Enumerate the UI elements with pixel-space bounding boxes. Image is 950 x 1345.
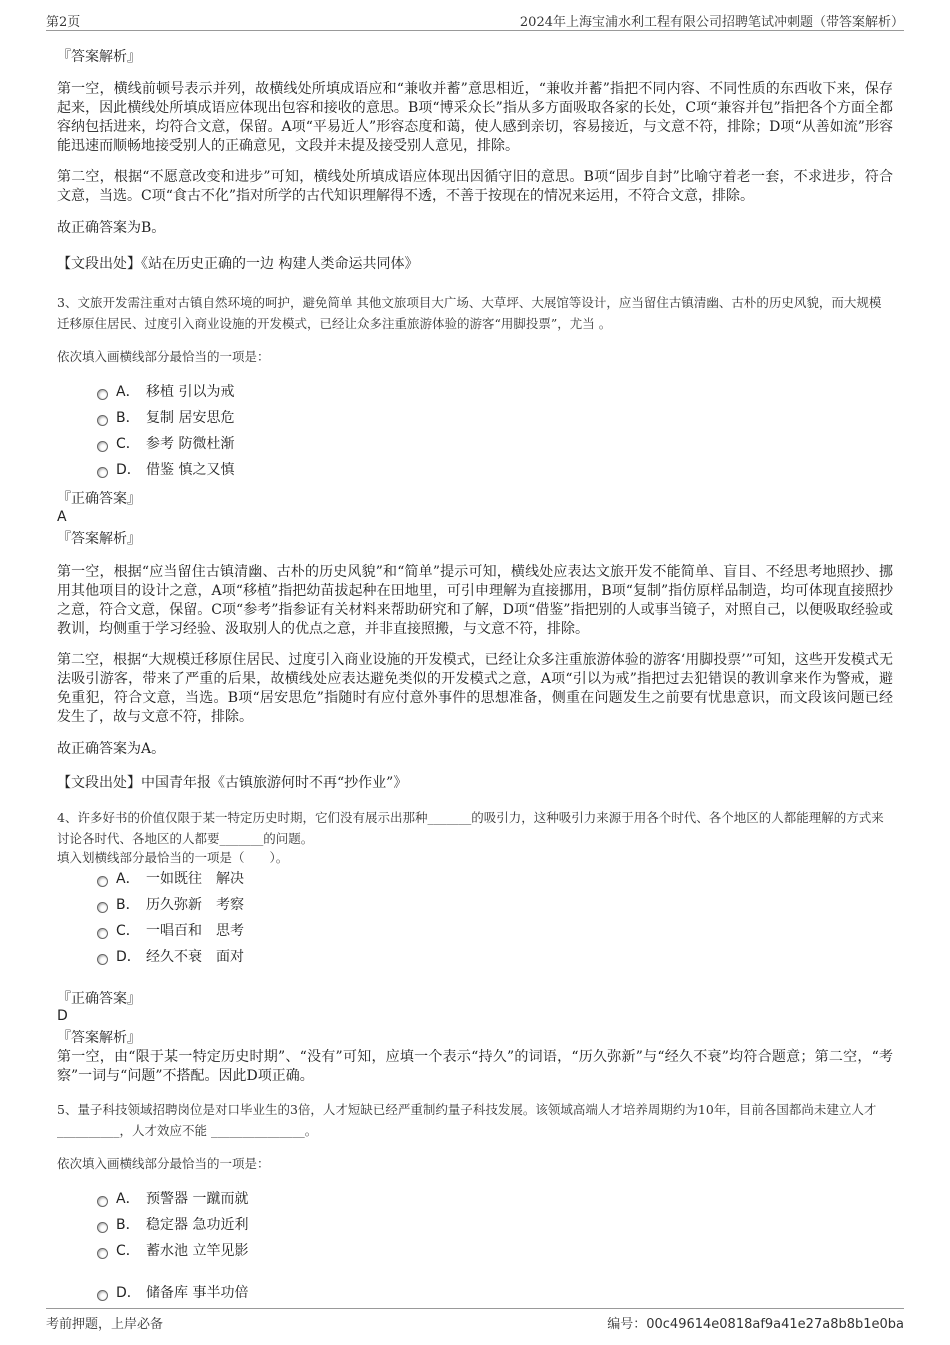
- q3-conclusion-wrap: [57, 740, 893, 759]
- q4-option-c[interactable]: [97, 921, 244, 941]
- q4-answer: D: [57, 1008, 68, 1024]
- radio-icon[interactable]: [97, 389, 108, 400]
- option-letter: A．: [116, 1191, 140, 1207]
- option-text: 参考 防微杜渐: [146, 436, 235, 452]
- q4-analysis-p1: 第一空，由“限于某一特定历史时期”、“没有”可知，应填一个表示“持久”的词语，“历久弥新”与“经久不衰”均符合题意；第二空，“考察”一词与“问题”不搭配。因此D项正确。: [57, 1049, 893, 1084]
- option-text: 复制 居安思危: [146, 410, 235, 426]
- option-text: 稳定器 急功近利: [146, 1217, 249, 1233]
- q5-option-a[interactable]: [97, 1189, 248, 1209]
- option-text: 经久不衰 面对: [146, 949, 244, 965]
- q4-correct-tag: 『正确答案』: [57, 991, 141, 1007]
- q3-analysis-p2: 第二空，根据“大规模迁移原住居民、过度引入商业设施的开发模式，已经让众多注重旅游体验的游客‘用脚投票’”可知，这些开发模式无法吸引游客，带来了严重的后果，故横线处应表达避免类似的开发模式之意，A项“引以为戒”指把过去犯错误的教训拿来作为警戒，避免重犯，符合文意，当选。B项“居安思危”指随时有应付意外事件的思想准备，侧重在问题发生之前要有忧患意识，而文段该问题已经发生了，故与文意不符，排除。: [57, 652, 893, 725]
- q3-source-wrap: [57, 774, 893, 793]
- option-text: 储备库 事半功倍: [146, 1285, 249, 1301]
- radio-icon[interactable]: [97, 1222, 108, 1233]
- radio-icon[interactable]: [97, 954, 108, 965]
- q5-prompt: 依次填入画横线部分最恰当的一项是：: [57, 1156, 270, 1171]
- option-letter: D．: [116, 949, 141, 965]
- option-text: 历久弥新 考察: [146, 897, 244, 913]
- q3-option-b[interactable]: [97, 408, 234, 428]
- q4-option-a[interactable]: [97, 869, 244, 889]
- q4-option-d[interactable]: [97, 947, 244, 967]
- q2-analysis-tag: 『答案解析』: [57, 49, 141, 65]
- q2-conclusion-wrap: [57, 219, 893, 238]
- q4-option-b[interactable]: [97, 895, 244, 915]
- q3-prompt-wrap: [57, 346, 893, 367]
- q3-analysis-p1: 第一空，根据“应当留住古镇清幽、古朴的历史风貌”和“简单”提示可知，横线处应表达文旅开发不能简单、盲目、不经思考地照抄、挪用其他项目的设计之意，A项“移植”指把幼苗拔起种在田地里，可引申理解为直接挪用，B项“复制”指仿原样品制造，均可体现直接照抄之意，符合文意，保留。C项“参考”指参证有关材料来帮助研究和了解，D项“借鉴”指把别的人或事当镜子，对照自己，以便吸取经验或教训，均侧重于学习经验、汲取别人的优点之意，并非直接照搬，与文意不符，排除。: [57, 564, 893, 637]
- q4-prompt: 填入划横线部分最恰当的一项是（ ）。: [57, 850, 289, 865]
- q3-correct-tag: 『正确答案』: [57, 491, 141, 507]
- q3-stem: 3、文旅开发需注重对古镇自然环境的呵护，避免简单 其他文旅项目大广场、大草坪、大展馆等设计，应当留住古镇清幽、古朴的历史风貌，而大规模迁移原住居民、过度引入商业设施的开发模式，已经让众多注重旅游体验的游客“用脚投票”，尤当 。: [57, 295, 882, 331]
- footer-id: [607, 1313, 904, 1332]
- q2-analysis-2: [57, 168, 893, 206]
- q4-stem-wrap: [57, 807, 893, 849]
- q3-option-d[interactable]: [97, 460, 234, 480]
- page-header: [46, 8, 904, 31]
- q5-option-c[interactable]: [97, 1241, 248, 1261]
- option-text: 移植 引以为戒: [146, 384, 235, 400]
- q5-stem: 5、量子科技领域招聘岗位是对口毕业生的3倍，人才短缺已经严重制约量子科技发展。该领域高端人才培养周期约为10年，目前各国都尚未建立人才 __________，人才效应不能 _______________。: [57, 1102, 877, 1138]
- footer-id-label: 编号：: [607, 1317, 647, 1332]
- q5-prompt-wrap: [57, 1153, 893, 1174]
- option-letter: B．: [116, 1217, 140, 1233]
- option-letter: B．: [116, 410, 140, 426]
- option-letter: D．: [116, 1285, 141, 1301]
- radio-icon[interactable]: [97, 902, 108, 913]
- option-letter: C．: [116, 1243, 140, 1259]
- footer-slogan: 考前押题，上岸必备: [46, 1317, 164, 1332]
- q5-option-b[interactable]: [97, 1215, 248, 1235]
- radio-icon[interactable]: [97, 467, 108, 478]
- option-text: 蓄水池 立竿见影: [146, 1243, 249, 1259]
- option-letter: A．: [116, 871, 140, 887]
- page-footer: [46, 1308, 904, 1331]
- radio-icon[interactable]: [97, 876, 108, 887]
- page-number: 第2页: [46, 15, 81, 30]
- q3-analysis-tag: 『答案解析』: [57, 531, 141, 547]
- q2-analysis-p1: 第一空，横线前顿号表示并列，故横线处所填成语应和“兼收并蓄”意思相近，“兼收并蓄”指把不同内容、不同性质的东西收下来，保存起来，因此横线处所填成语应体现出包容和接收的意思。B项“博采众长”指从多方面吸取各家的长处，C项“兼容并包”指把各个方面全都容纳包括进来，均符合文意，保留。A项“平易近人”形容态度和蔼，使人感到亲切，容易接近，与文意不符，排除；D项“从善如流”形容能迅速而顺畅地接受别人的正确意见，文段并未提及接受别人意见，排除。: [57, 81, 893, 154]
- q3-answer: A: [57, 509, 67, 525]
- q3-prompt: 依次填入画横线部分最恰当的一项是：: [57, 349, 270, 364]
- radio-icon[interactable]: [97, 1196, 108, 1207]
- option-text: 一如既往 解决: [146, 871, 244, 887]
- q3-analysis-1: [57, 563, 893, 639]
- radio-icon[interactable]: [97, 415, 108, 426]
- option-letter: C．: [116, 923, 140, 939]
- q4-stem: 4、许多好书的价值仅限于某一特定历史时期，它们没有展示出那种_______的吸引力，这种吸引力来源于用各个时代、各个地区的人都能理解的方式来讨论各时代、各地区的人都要_______的问题。: [57, 810, 884, 846]
- q2-analysis: [57, 80, 893, 156]
- q4-analysis-1: [57, 1048, 893, 1086]
- q3-analysis-2: [57, 651, 893, 727]
- q3-option-c[interactable]: [97, 434, 234, 454]
- option-letter: B．: [116, 897, 140, 913]
- q2-source-wrap: [57, 255, 893, 274]
- option-letter: C．: [116, 436, 140, 452]
- q2-source: 【文段出处】《站在历史正确的一边 构建人类命运共同体》: [57, 256, 419, 272]
- radio-icon[interactable]: [97, 1290, 108, 1301]
- q5-option-d[interactable]: [97, 1283, 248, 1303]
- q3-option-a[interactable]: [97, 382, 234, 402]
- document-title: 2024年上海宝浦水利工程有限公司招聘笔试冲刺题（带答案解析）: [519, 15, 904, 30]
- q3-source: 【文段出处】中国青年报《古镇旅游何时不再“抄作业”》: [57, 775, 408, 791]
- q2-analysis-p2: 第二空，根据“不愿意改变和进步”可知，横线处所填成语应体现出因循守旧的意思。B项“固步自封”比喻守着老一套，不求进步，符合文意，当选。C项“食古不化”指对所学的古代知识理解得不透，不善于按现在的情况来运用，不符合文意，排除。: [57, 169, 893, 204]
- radio-icon[interactable]: [97, 1248, 108, 1259]
- option-letter: A．: [116, 384, 140, 400]
- q4-analysis-tag: 『答案解析』: [57, 1030, 141, 1046]
- option-text: 借鉴 慎之又慎: [146, 462, 235, 478]
- radio-icon[interactable]: [97, 441, 108, 452]
- option-text: 预警器 一蹴而就: [146, 1191, 249, 1207]
- q2-conclusion: 故正确答案为B。: [57, 220, 166, 236]
- footer-id-code: 00c49614e0818af9a41e27a8b8b1e0ba: [646, 1317, 904, 1332]
- q4-prompt-wrap: [57, 847, 893, 868]
- option-letter: D．: [116, 462, 141, 478]
- radio-icon[interactable]: [97, 928, 108, 939]
- option-text: 一唱百和 思考: [146, 923, 244, 939]
- q3-stem-wrap: [57, 292, 893, 334]
- q3-conclusion: 故正确答案为A。: [57, 741, 166, 757]
- q5-stem-wrap: [57, 1099, 893, 1141]
